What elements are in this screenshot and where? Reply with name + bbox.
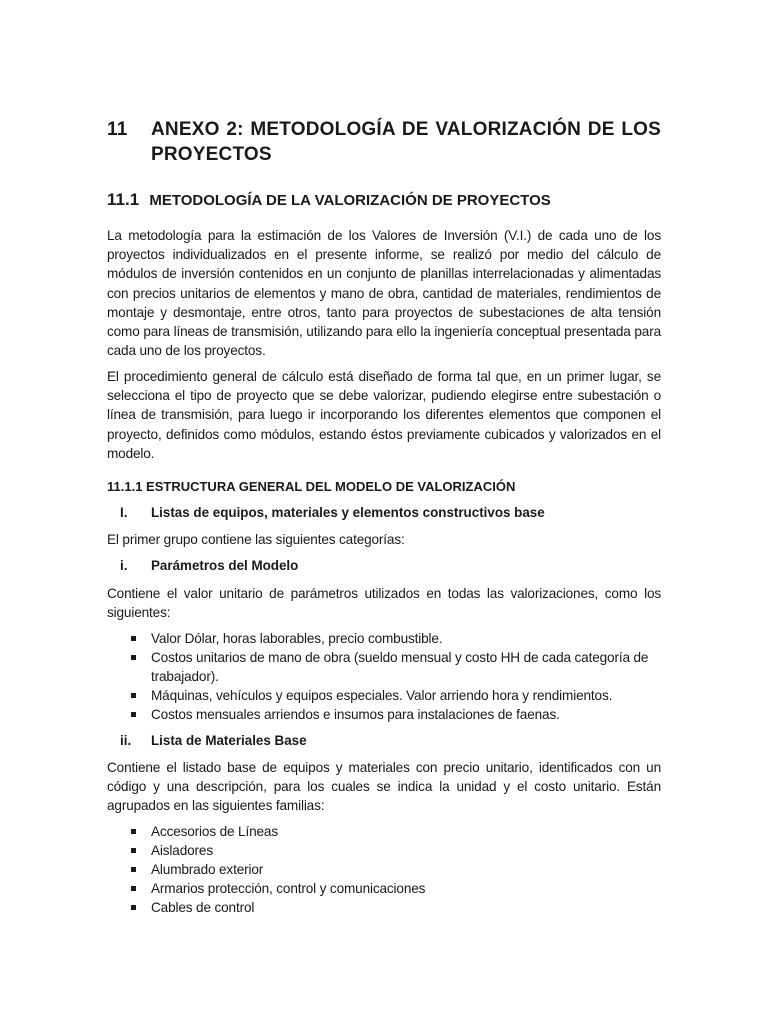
list-item: Armarios protección, control y comunicaciones: [107, 879, 661, 898]
list-item: Aisladores: [107, 841, 661, 860]
roman-number: ii.: [120, 733, 132, 748]
bullet-square-icon: [131, 905, 136, 910]
roman-number: i.: [120, 558, 128, 573]
bullet-square-icon: [131, 867, 136, 872]
list-item: Costos unitarios de mano de obra (sueldo mensual y costo HH de cada categoría de trabajador).: [107, 648, 661, 686]
heading-number: 11: [107, 119, 128, 140]
roman-text: Listas de equipos, materiales y elementos constructivos base: [151, 505, 545, 520]
subheading-text: METODOLOGÍA DE LA VALORIZACIÓN DE PROYECTOS: [149, 192, 551, 209]
list-item: Máquinas, vehículos y equipos especiales. Valor arriendo hora y rendimientos.: [107, 686, 661, 705]
bullet-square-icon: [131, 636, 136, 641]
bullet-square-icon: [131, 886, 136, 891]
heading-text: ANEXO 2: METODOLOGÍA DE VALORIZACIÓN DE LOS PROYECTOS: [151, 119, 661, 165]
roman-text: Lista de Materiales Base: [151, 733, 307, 748]
list-item: Valor Dólar, horas laborables, precio combustible.: [107, 629, 661, 648]
parameters-bullet-list: [107, 629, 661, 724]
paragraph-parameters: Contiene el valor unitario de parámetros utilizados en todas las valorizaciones, como los siguientes:: [107, 586, 661, 621]
bullet-square-icon: [131, 829, 136, 834]
subsubsection-heading-11-1-1: 11.1.1 ESTRUCTURA GENERAL DEL MODELO DE VALORIZACIÓN: [107, 479, 516, 494]
section-heading-11: [107, 117, 661, 167]
bullet-square-icon: [131, 848, 136, 853]
subheading-number: 11.1: [107, 190, 140, 209]
materials-bullet-list: [107, 822, 661, 917]
paragraph-procedure: El procedimiento general de cálculo está diseñado de forma tal que, en un primer lugar, se selecciona el tipo de proyecto que se debe valorizar, pudiendo elegirse entre subestación o línea de transmisión, para luego ir incorporando los diferentes elementos que componen el proyecto, definidos como módulos, estando éstos previamente cubicados y valorizados en el modelo.: [107, 369, 661, 461]
paragraph-methodology: La metodología para la estimación de los Valores de Inversión (V.I.) de cada uno de los proyectos individualizados en el presente informe, se realizó por medio del cálculo de módulos de inversión contenidos en un conjunto de planillas interrelacionadas y alimentadas con precios unitarios de elementos y mano de obra, cantidad de materiales, rendimientos de montaje y desmontaje, entre otros, tanto para proyectos de subestaciones de alta tensión como para líneas de transmisión, utilizando para ello la ingeniería conceptual presentada para cada uno de los proyectos.: [107, 228, 661, 359]
subsection-i-heading: [107, 557, 661, 575]
list-item: Alumbrado exterior: [107, 860, 661, 879]
subsection-ii-heading: [107, 732, 661, 750]
section-i-heading: [107, 504, 661, 522]
bullet-square-icon: [131, 712, 136, 717]
subsection-heading-11-1: [107, 190, 661, 211]
bullet-square-icon: [131, 693, 136, 698]
roman-text: Parámetros del Modelo: [151, 558, 299, 573]
bullet-square-icon: [131, 655, 136, 660]
paragraph-materials: Contiene el listado base de equipos y materiales con precio unitario, identificados con un código y una descripción, para los cuales se indica la unidad y el costo unitario. Están agrupados en las siguientes familias:: [107, 760, 661, 814]
list-item: Costos mensuales arriendos e insumos para instalaciones de faenas.: [107, 705, 661, 724]
paragraph-first-group: El primer grupo contiene las siguientes categorías:: [107, 532, 405, 547]
list-item: Accesorios de Líneas: [107, 822, 661, 841]
list-item: Cables de control: [107, 898, 661, 917]
roman-number: I.: [120, 505, 128, 520]
